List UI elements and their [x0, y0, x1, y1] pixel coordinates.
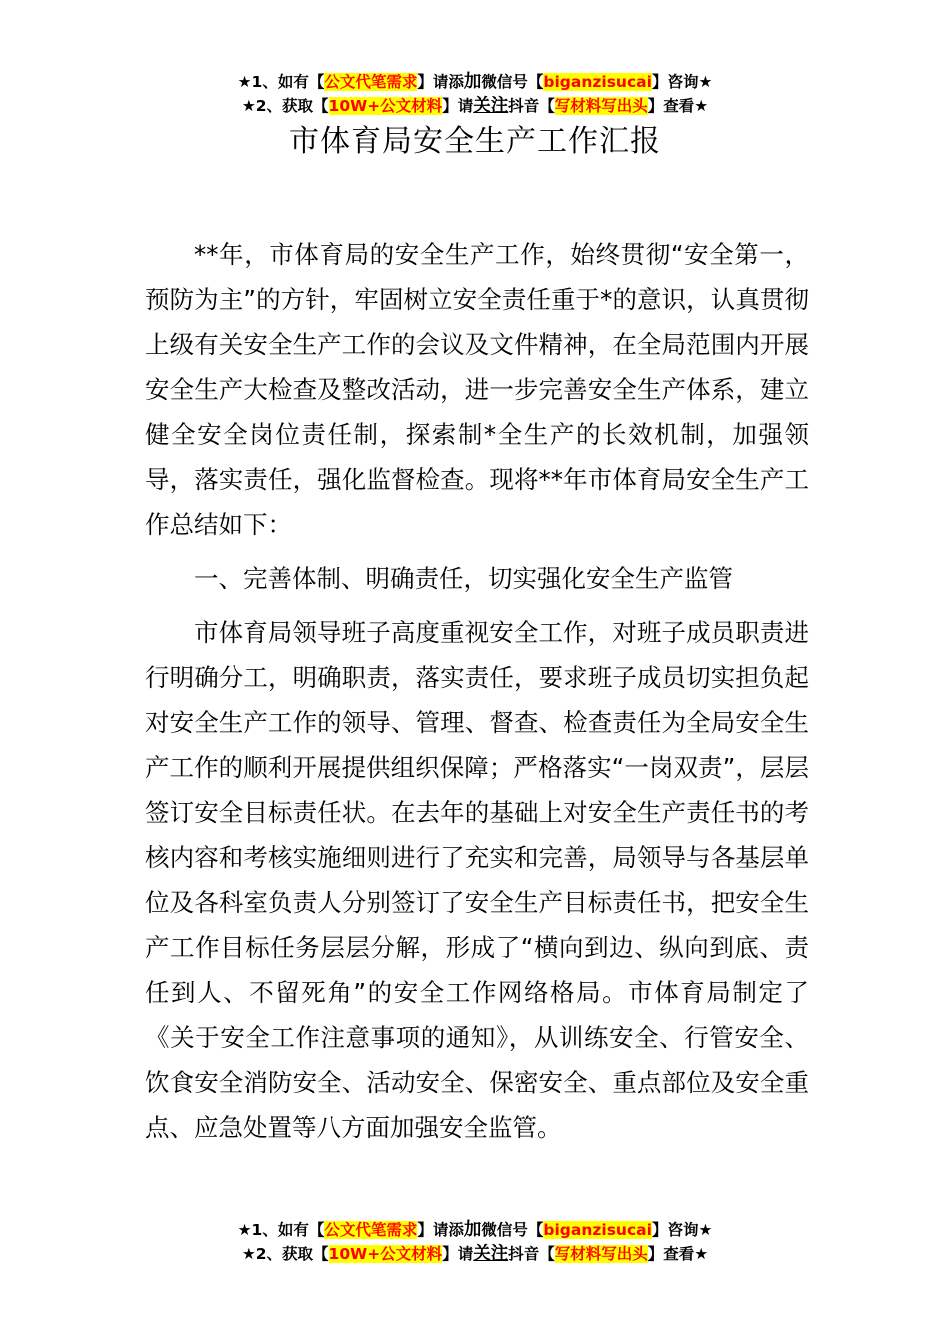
- paragraph-section-1: 市体育局领导班子高度重视安全工作，对班子成员职责进行明确分工，明确职责，落实责任，要求班子成员切实担负起对安全生产工作的领导、管理、督查、检查责任为全局安全生产工作的顺利开展提供组织保障；严格落实“一岗双责”，层层签订安全目标责任状。在去年的基础上对安全生产责任书的考核内容和考核实施细则进行了充实和完善，局领导与各基层单位及各科室负责人分别签订了安全生产目标责任书，把安全生产工作目标任务层层分解，形成了“横向到边、纵向到底、责任到人、不留死角”的安全工作网络格局。市体育局制定了《关于安全工作注意事项的通知》，从训练安全、行管安全、饮食安全消防安全、活动安全、保密安全、重点部位及安全重点、应急处置等八方面加强安全监管。: [145, 618, 809, 1142]
- bottom-banner: [0, 1218, 950, 1266]
- highlight-service: 公文代笔需求: [324, 73, 418, 91]
- highlight-wechat-id: biganzisucai: [543, 1221, 652, 1239]
- top-banner: [0, 70, 950, 118]
- highlight-douyin: 写材料写出头: [554, 97, 648, 115]
- highlight-service: 公文代笔需求: [324, 1221, 418, 1239]
- banner-line-1: ★1、如有【公文代笔需求】请添加微信号【biganzisucai】咨询★: [237, 72, 713, 92]
- section-heading-1: 一、完善体制、明确责任，切实强化安全生产监管: [194, 564, 733, 593]
- paragraph-intro: **年，市体育局的安全生产工作，始终贯彻“安全第一，预防为主”的方针，牢固树立安全责任重于*的意识，认真贯彻上级有关安全生产工作的会议及文件精神，在全局范围内开展安全生产大检查及整改活动，进一步完善安全生产体系，建立健全安全岗位责任制，探索制*全生产的长效机制，加强领导，落实责任，强化监督检查。现将**年市体育局安全生产工作总结如下：: [145, 240, 809, 539]
- banner-line-2: ★2、获取【10W+公文材料】请关注抖音【写材料写出头】查看★: [241, 96, 709, 116]
- highlight-douyin: 写材料写出头: [554, 1245, 648, 1263]
- highlight-wechat-id: biganzisucai: [543, 73, 652, 91]
- highlight-materials: 10W+公文材料: [328, 1245, 443, 1263]
- banner-line-2: ★2、获取【10W+公文材料】请关注抖音【写材料写出头】查看★: [241, 1244, 709, 1264]
- highlight-materials: 10W+公文材料: [328, 97, 443, 115]
- banner-line-1: ★1、如有【公文代笔需求】请添加微信号【biganzisucai】咨询★: [237, 1220, 713, 1240]
- document-title: 市体育局安全生产工作汇报: [289, 124, 661, 159]
